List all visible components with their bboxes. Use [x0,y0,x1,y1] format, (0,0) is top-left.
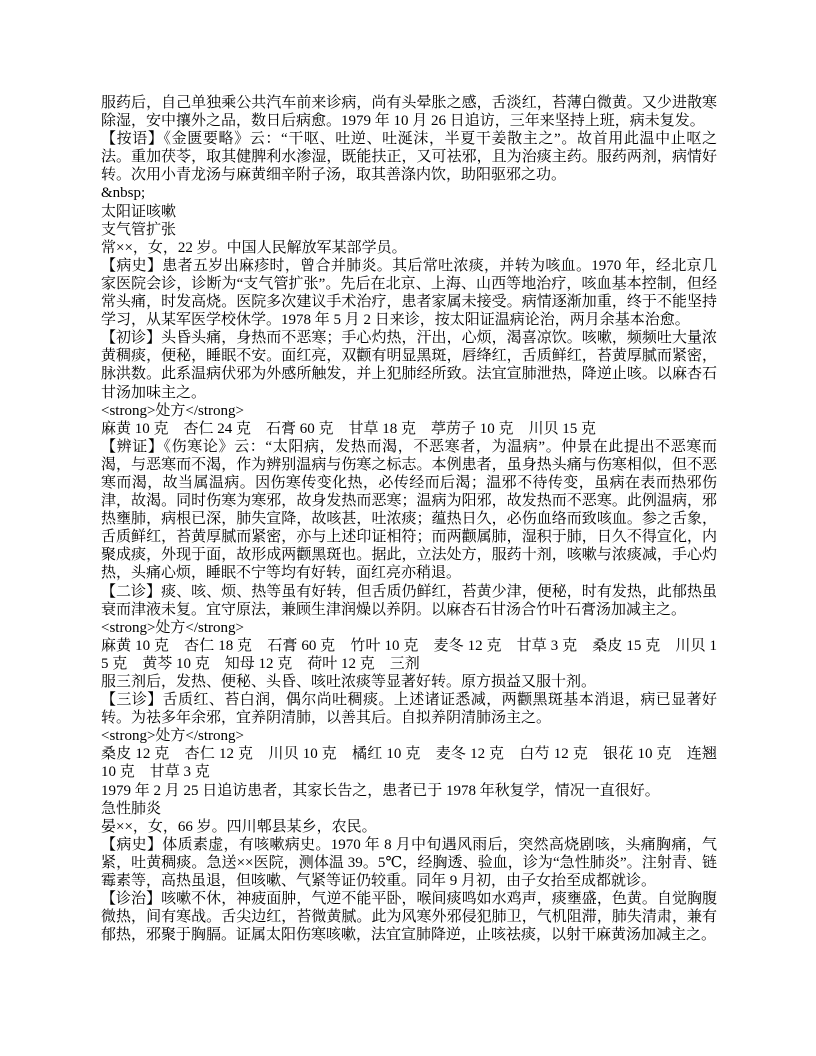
paragraph-second-visit: 【二诊】痰、咳、烦、热等虽有好转，但舌质仍鲜红，苔黄少津，便秘，时有发热，此郁热虽衰而津液未复。宜守原法，兼顾生津润燥以养阴。以麻杏石甘汤合竹叶石膏汤加减主之。 [101,583,717,618]
subtitle-bronchiectasis: 支气管扩张 [101,221,177,238]
patient-info-case1: 常××，女，22 岁。中国人民解放军某部学员。 [101,239,407,256]
paragraph-followup-1979: 1979 年 2 月 25 日追访患者，其家长告之，患者已于 1978 年秋复学，情况一直很好。 [101,782,660,799]
literal-strong-prescription-3: <strong>处方</strong> [101,728,245,745]
paragraph-history-case2: 【病史】体质素虚，有咳嗽病史。1970 年 8 月中旬遇风雨后，突然高烧剧咳，头痛胸痛，气紧，吐黄稠痰。急送××医院，测体温 39。5℃，经胸透、验血，诊为“急性肺炎”。注射青、链霉素等，高热虽退，但咳嗽、气紧等证仍较重。同年 9 月初，由子女抬至成都就诊。 [101,836,717,890]
paragraph-history-case1: 【病史】患者五岁出麻疹时，曾合并肺炎。其后常吐浓痰，并转为咳血。1970 年，经北京几家医院会诊，诊断为“支气管扩张”。先后在北京、上海、山西等地治疗，咳血基本控制，但经常头痛，时发高烧。医院多次建议手术治疗，患者家属未接受。病情逐渐加重，终于不能坚持学习，从某军医学校休学。1978 年 5 月 2 日来诊，按太阳证温病论治，两月余基本治愈。 [101,257,717,329]
paragraph-differentiation: 【辨证】《伤寒论》云：“太阳病，发热而渴，不恶寒者，为温病”。仲景在此提出不恶寒而渴，与恶寒而不渴，作为辨别温病与伤寒之标志。本例患者，虽身热头痛与伤寒相似，但不恶寒而渴，故当属温病。因伤寒传变化热，必传经而后渴；温邪不待传变，虽病在表而热邪伤津，故渴。同时伤寒为寒邪，故身发热而恶寒；温病为阳邪，故发热而不恶寒。此例温病，邪热壅肺，病根已深，肺失宣降，故咳甚，吐浓痰；蕴热日久，必伤血络而致咳血。参之舌象，舌质鲜红，苔黄厚腻而紧密，亦与上述印证相符；而两颧属肺，湿积于肺，日久不得宣化，内聚成痰，外现于面，故形成两颧黑斑也。据此，立法处方，服药十剂，咳嗽与浓痰减，手心灼热，头痛心烦，睡眠不宁等均有好转，面红亮亦稍退。 [101,438,717,582]
prescription-herbs-3: 桑皮 12 克 杏仁 12 克 川贝 10 克 橘红 10 克 麦冬 12 克 白芍 12 克 银花 10 克 连翘 10 克 甘草 3 克 [101,746,717,781]
paragraph-after-three-doses: 服三剂后，发热、便秘、头昏、咳吐浓痰等显著好转。原方损益又服十剂。 [101,674,597,690]
section-title-acute-pneumonia: 急性肺炎 [101,800,162,817]
literal-nbsp-entity: &nbsp; [101,185,146,202]
section-title-taiyang-cough: 太阳证咳嗽 [101,203,177,220]
document-body [101,94,717,944]
prescription-herbs-2: 麻黄 10 克 杏仁 18 克 石膏 60 克 竹叶 10 克 麦冬 12 克 甘草 3 克 桑皮 15 克 川贝 15 克 黄芩 10 克 知母 12 克 荷叶 12 克 三剂 [101,637,717,672]
paragraph-first-visit: 【初诊】头昏头痛，身热而不恶寒；手心灼热，汗出，心烦，渴喜凉饮。咳嗽，频频吐大量浓黄稠痰，便秘，睡眠不安。面红亮，双颧有明显黑斑，唇绛红，舌质鲜红，苔黄厚腻而紧密，脉洪数。此系温病伏邪为外感所触发，并上犯肺经所致。法宜宣肺泄热，降逆止咳。以麻杏石甘汤加味主之。 [101,330,717,401]
paragraph-third-visit: 【三诊】舌质红、苔白润，偶尔尚吐稠痰。上述诸证悉减，两颧黑斑基本消退，病已显著好转。为祛多年余邪，宜养阴清肺，以善其后。自拟养阴清肺汤主之。 [101,692,717,727]
paragraph-annotation-anyu: 【按语】《金匮要略》云：“干呕、吐逆、吐涎沫，半夏干姜散主之”。故首用此温中止呕之法。重加茯苓，取其健脾利水渗湿，既能扶正，又可祛邪，且为治痰主药。服药两剂，病情好转。次用小青龙汤与麻黄细辛附子汤，取其善涤内饮，助阳驱邪之功。 [101,131,717,184]
patient-info-case2: 晏××，女，66 岁。四川郫县某乡，农民。 [101,818,377,835]
literal-strong-prescription-2: <strong>处方</strong> [101,619,245,636]
paragraph-case-followup: 服药后，自己单独乘公共汽车前来诊病，尚有头晕胀之感，舌淡红，苔薄白微黄。又少进散寒除湿，安中攘外之品，数日后病愈。1979 年 10 月 26 日追访，三年来坚持上班，病未复发。 [101,95,717,130]
paragraph-diagnosis-treatment: 【诊治】咳嗽不休，神疲面肿，气逆不能平卧，喉间痰鸣如水鸡声，痰壅盛，色黄。自觉胸腹微热，间有寒战。舌尖边红，苔微黄腻。此为风寒外邪侵犯肺卫，气机阻滞，肺失清肃，兼有郁热，邪聚于胸膈。证属太阳伤寒咳嗽，法宜宣肺降逆，止咳祛痰，以射干麻黄汤加减主之。 [101,891,717,944]
prescription-herbs-1: 麻黄 10 克 杏仁 24 克 石膏 60 克 甘草 18 克 葶苈子 10 克 川贝 15 克 [101,420,597,437]
literal-strong-prescription-1: <strong>处方</strong> [101,402,245,419]
